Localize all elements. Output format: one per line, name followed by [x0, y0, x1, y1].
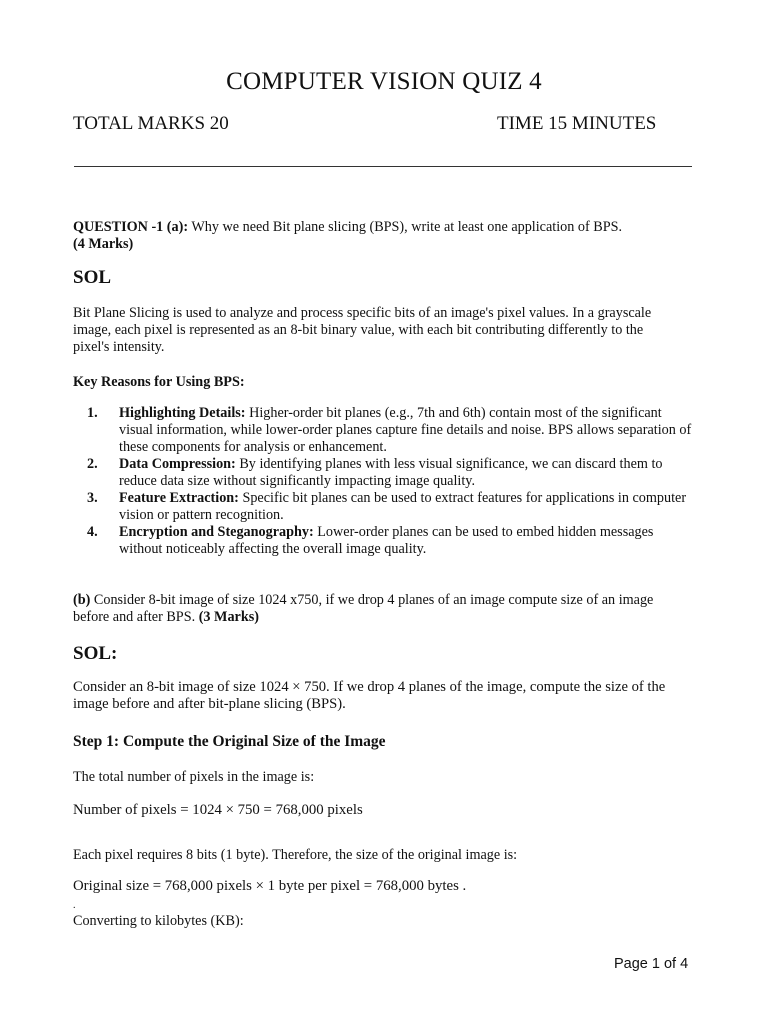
step-1-heading: Step 1: Compute the Original Size of the Image	[73, 733, 386, 750]
list-item: 3. Feature Extraction: Specific bit planes can be used to extract features for applications in computer vision or pattern recognition.	[87, 490, 687, 523]
key-reasons-list	[73, 405, 693, 558]
total-marks: TOTAL MARKS 20	[73, 113, 229, 134]
time-limit: TIME 15 MINUTES	[497, 113, 657, 134]
kb-intro: Converting to kilobytes (KB):	[73, 913, 244, 929]
question-1b-label: (b)	[73, 592, 91, 608]
question-1b-text: Consider 8-bit image of size 1024 x750, if we drop 4 planes of an image compute size of an image before and after BPS.	[73, 592, 654, 625]
pixels-intro: The total number of pixels in the image is:	[73, 769, 315, 785]
question-1b-marks: (3 Marks)	[198, 609, 259, 625]
question-1a	[73, 219, 693, 253]
question-1a-text: Why we need Bit plane slicing (BPS), write at least one application of BPS.	[188, 219, 623, 235]
question-1b	[73, 592, 688, 626]
stray-dot: .	[73, 900, 76, 911]
key-reasons-heading: Key Reasons for Using BPS:	[73, 374, 245, 390]
question-1a-marks: (4 Marks)	[73, 236, 134, 252]
header-divider	[74, 166, 692, 167]
solution-2-heading: SOL:	[73, 643, 118, 664]
pixels-equation: Number of pixels = 1024 × 750 = 768,000 pixels	[73, 802, 363, 818]
solution-1-heading: SOL	[73, 267, 112, 288]
list-item: 4. Encryption and Steganography: Lower-order planes can be used to embed hidden messages without noticeably affecting the overall image quality.	[87, 524, 654, 557]
size-equation: Original size = 768,000 pixels × 1 byte per pixel = 768,000 bytes .	[73, 878, 467, 894]
solution-2-intro: Consider an 8-bit image of size 1024 × 750. If we drop 4 planes of the image, compute the size of the image before and after bit-plane slicing (BPS).	[73, 679, 666, 712]
page-number: Page 1 of 4	[614, 956, 689, 972]
solution-1-intro: Bit Plane Slicing is used to analyze and process specific bits of an image's pixel values. In a grayscale image, each pixel is represented as an 8-bit binary value, with each bit contributing differently to the pixel's intensity.	[73, 305, 652, 355]
page-title: COMPUTER VISION QUIZ 4	[226, 68, 542, 95]
list-item: 2. Data Compression: By identifying planes with less visual significance, we can discard them to reduce data size without significantly impacting image quality.	[87, 456, 663, 489]
bytes-intro: Each pixel requires 8 bits (1 byte). Therefore, the size of the original image is:	[73, 847, 518, 863]
list-item: 1. Highlighting Details: Higher-order bit planes (e.g., 7th and 6th) contain most of the significant visual information, while lower-order planes capture fine details and noise. BPS allows separation of these components for analysis or enhancement.	[87, 405, 692, 455]
question-1a-label: QUESTION -1 (a):	[73, 219, 189, 235]
